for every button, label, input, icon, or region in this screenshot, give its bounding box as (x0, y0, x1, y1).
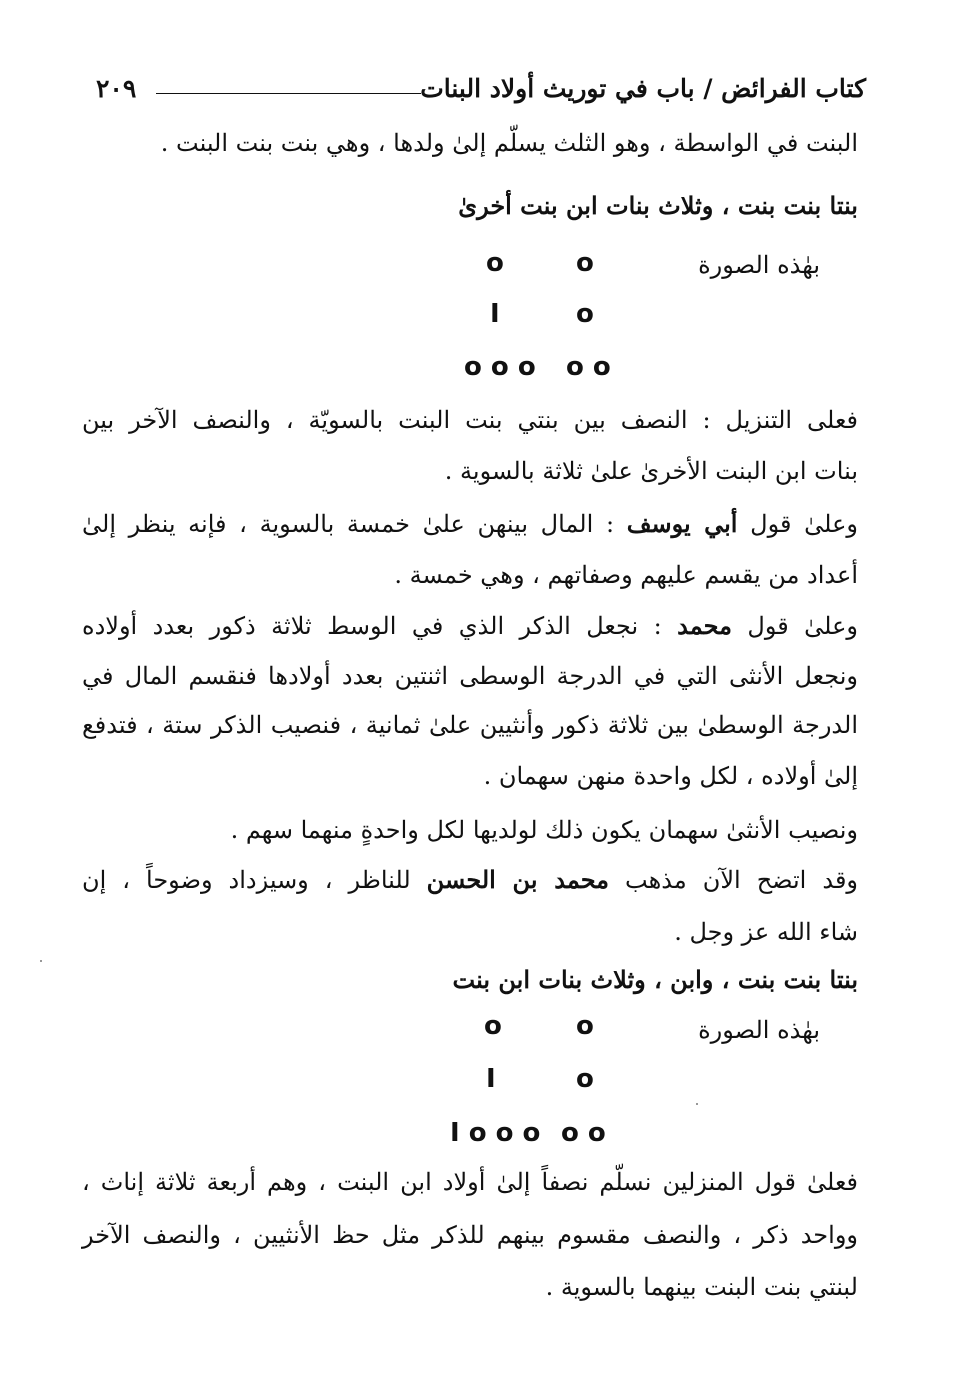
diagram-1-node: o (576, 299, 594, 329)
text-run: وقد اتضح الآن مذهب (609, 866, 858, 894)
text-line: أعداد من يقسم عليهم وصفاتهم ، وهي خمسة . (394, 561, 858, 589)
case-heading-2: بنتا بنت بنت ، وابن ، وثلاث بنات ابن بنت (452, 965, 858, 994)
diagram-1-male-mark: I (490, 299, 500, 329)
text-run: وعلىٰ قول (731, 612, 858, 640)
text-run: : نجعل الذكر الذي في الوسط ثلاثة ذكور بعدد أولاده (82, 612, 678, 640)
diagram-2-node: o (576, 1064, 594, 1094)
scholar-name: محمد بن الحسن (426, 865, 610, 894)
text-line: ونجعل الأنثى التي في الدرجة الوسطى اثنتين بعدد أولادها فنقسم المال في (82, 662, 858, 690)
diagram-2-male-mark: I (486, 1064, 496, 1094)
text-line: ونصيب الأنثىٰ سهمان يكون ذلك لولديها لكل واحدةٍ منهما سهم . (230, 816, 858, 844)
diagram-2-label: بهٰذه الصورة (698, 1016, 820, 1044)
header-rule (156, 93, 421, 94)
page-number: ٢٠٩ (96, 74, 137, 103)
diagram-2-node-group: I o o o (450, 1118, 541, 1148)
diagram-2-node-group: o o (561, 1118, 606, 1148)
diagram-2-node: o (576, 1011, 594, 1041)
text-line: البنت في الواسطة ، وهو الثلث يسلّم إلىٰ ولدها ، وهي بنت بنت البنت . (160, 129, 858, 157)
scan-speck (40, 960, 42, 962)
diagram-1-node-group: o o o (464, 352, 536, 382)
case-heading-1: بنتا بنت بنت ، وثلاث بنات ابن بنت أخرىٰ (458, 191, 858, 220)
text-line (82, 510, 858, 539)
header-title: كتاب الفرائض / باب في توريث أولاد البنات (420, 74, 866, 103)
scholar-name: أبي يوسف (626, 509, 738, 538)
text-run: : المال بينهن علىٰ خمسة بالسوية ، فإنه ينظر إلىٰ (82, 510, 627, 538)
scan-speck (696, 1103, 698, 1105)
text-line: لبنتي بنت البنت بينهما بالسوية . (545, 1273, 858, 1301)
text-line: الدرجة الوسطىٰ بين ثلاثة ذكور وأنثيين علىٰ ثمانية ، فنصيب الذكر ستة ، فتدفع (82, 711, 858, 739)
diagram-1-node: o (486, 248, 504, 278)
text-line (82, 612, 858, 641)
text-line: إلىٰ أولاده ، لكل واحدة منهن سهمان . (483, 762, 858, 790)
running-header (96, 74, 866, 114)
diagram-1-node: o (576, 248, 594, 278)
diagram-1-label: بهٰذه الصورة (698, 251, 820, 279)
scholar-name: محمد (677, 611, 732, 640)
text-line: فعلىٰ قول المنزلين نسلّم نصفاً إلىٰ أولاد ابن البنت ، وهم أربعة ثلاثة إناث ، (82, 1168, 858, 1196)
text-run: للناظر ، وسيزداد وضوحاً ، إن (82, 866, 427, 894)
text-line: وواحد ذكر ، والنصف مقسوم بينهم للذكر مثل حظ الأنثيين ، والنصف الآخر (82, 1221, 858, 1249)
diagram-1-node-group: o o (566, 352, 611, 382)
text-line: شاء الله عز وجل . (674, 918, 858, 946)
diagram-2-node: o (484, 1011, 502, 1041)
text-line (82, 866, 858, 895)
text-line: بنات ابن البنت الأخرىٰ علىٰ ثلاثة بالسوية . (444, 457, 858, 485)
text-run: وعلىٰ قول (737, 510, 858, 538)
text-line: فعلى التنزيل : النصف بين بنتي بنت البنت بالسويّة ، والنصف الآخر بين (82, 406, 858, 434)
